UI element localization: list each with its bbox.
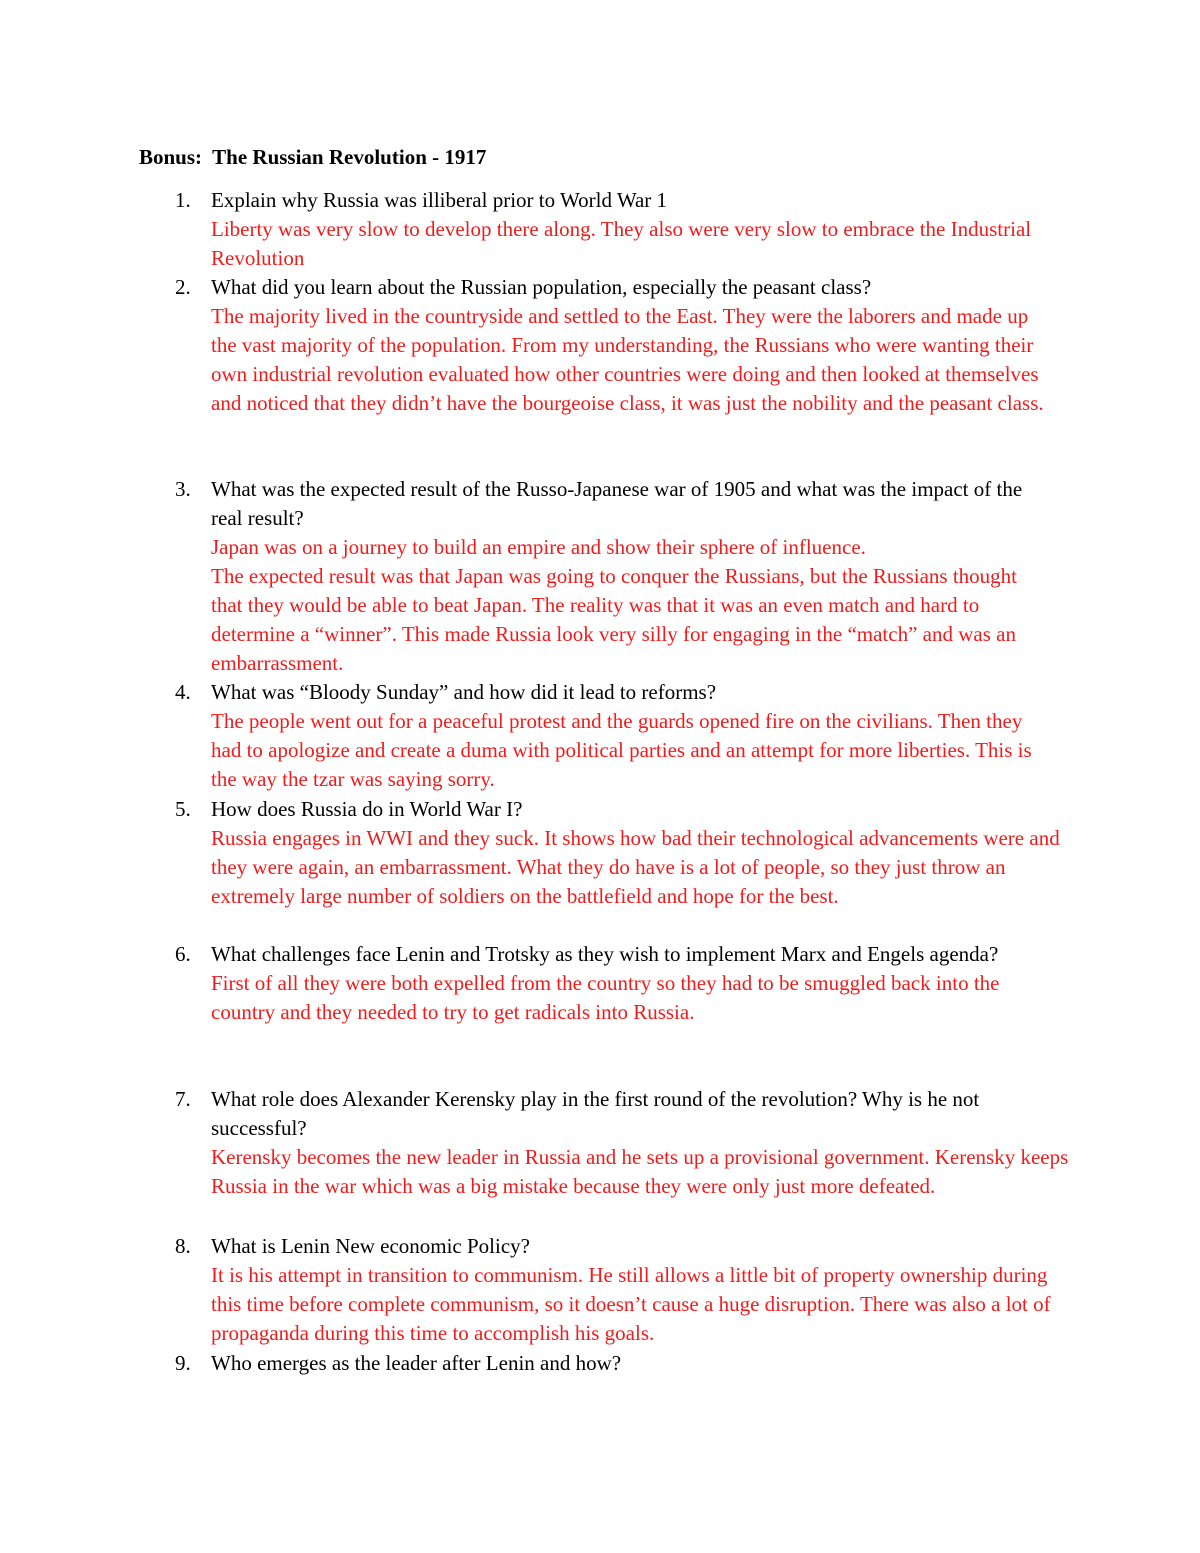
question-text: What is Lenin New economic Policy? [211, 1234, 530, 1258]
question-item-8 [175, 1232, 1065, 1348]
question-item-3 [175, 475, 1045, 678]
answer-text: Liberty was very slow to develop there along. They also were very slow to embrace the Industrial Revolution [211, 217, 1032, 270]
question-number: 7. [175, 1087, 191, 1111]
question-item-9 [175, 1349, 1055, 1378]
question-item-6 [175, 940, 1055, 1027]
question-text: What did you learn about the Russian population, especially the peasant class? [211, 275, 872, 299]
answer-text: Kerensky becomes the new leader in Russia and he sets up a provisional government. Kerensky keeps Russia in the war which was a big mistake because they were only just more defeated. [211, 1145, 1069, 1198]
question-text: What was “Bloody Sunday” and how did it lead to reforms? [211, 680, 717, 704]
answer-text: It is his attempt in transition to communism. He still allows a little bit of property ownership during this time before complete communism, so it doesn’t cause a huge disruption. There was also a lot of propaganda during this time to accomplish his goals. [211, 1263, 1051, 1345]
question-text: What role does Alexander Kerensky play in the first round of the revolution? Why is he not successful? [211, 1087, 980, 1140]
question-number: 4. [175, 680, 191, 704]
answer-text: Russia engages in WWI and they suck. It shows how bad their technological advancements were and they were again, an embarrassment. What they do have is a lot of people, so they just throw an extremely large number of soldiers on the battlefield and hope for the best. [211, 826, 1060, 908]
question-text: Who emerges as the leader after Lenin and how? [211, 1351, 622, 1375]
question-text: What was the expected result of the Russo-Japanese war of 1905 and what was the impact of the real result? [211, 477, 1023, 530]
answer-text-continued: The expected result was that Japan was going to conquer the Russians, but the Russians thought that they would be able to beat Japan. The reality was that it was an even match and hard to determine a “winner”. This made Russia look very silly for engaging in the “match” and was an embarrassment. [211, 564, 1018, 675]
question-item-4 [175, 678, 1055, 794]
answer-text: The people went out for a peaceful protest and the guards opened fire on the civilians. Then they had to apologize and create a duma with political parties and an attempt for more liberties. This is the way the tzar was saying sorry. [211, 709, 1032, 791]
document-title: Bonus: The Russian Revolution - 1917 [139, 145, 487, 169]
question-text: Explain why Russia was illiberal prior to World War 1 [211, 188, 668, 212]
question-number: 6. [175, 942, 191, 966]
question-text: How does Russia do in World War I? [211, 797, 523, 821]
question-item-2 [175, 273, 1055, 418]
answer-text: First of all they were both expelled from the country so they had to be smuggled back into the country and they needed to try to get radicals into Russia. [211, 971, 1000, 1024]
question-number: 2. [175, 275, 191, 299]
question-item-1 [175, 186, 1055, 273]
question-number: 8. [175, 1234, 191, 1258]
question-text: What challenges face Lenin and Trotsky as they wish to implement Marx and Engels agenda? [211, 942, 999, 966]
question-number: 9. [175, 1351, 191, 1375]
answer-text: Japan was on a journey to build an empire and show their sphere of influence. [211, 535, 866, 559]
question-number: 1. [175, 188, 191, 212]
answer-text: The majority lived in the countryside and settled to the East. They were the laborers and made up the vast majority of the population. From my understanding, the Russians who were wanting their own industrial revolution evaluated how other countries were doing and then looked at themselves and noticed that they didn’t have the bourgeoise class, it was just the nobility and the peasant class. [211, 304, 1044, 415]
question-item-7 [175, 1085, 1075, 1201]
question-item-5 [175, 795, 1075, 911]
question-number: 3. [175, 477, 191, 501]
question-number: 5. [175, 797, 191, 821]
